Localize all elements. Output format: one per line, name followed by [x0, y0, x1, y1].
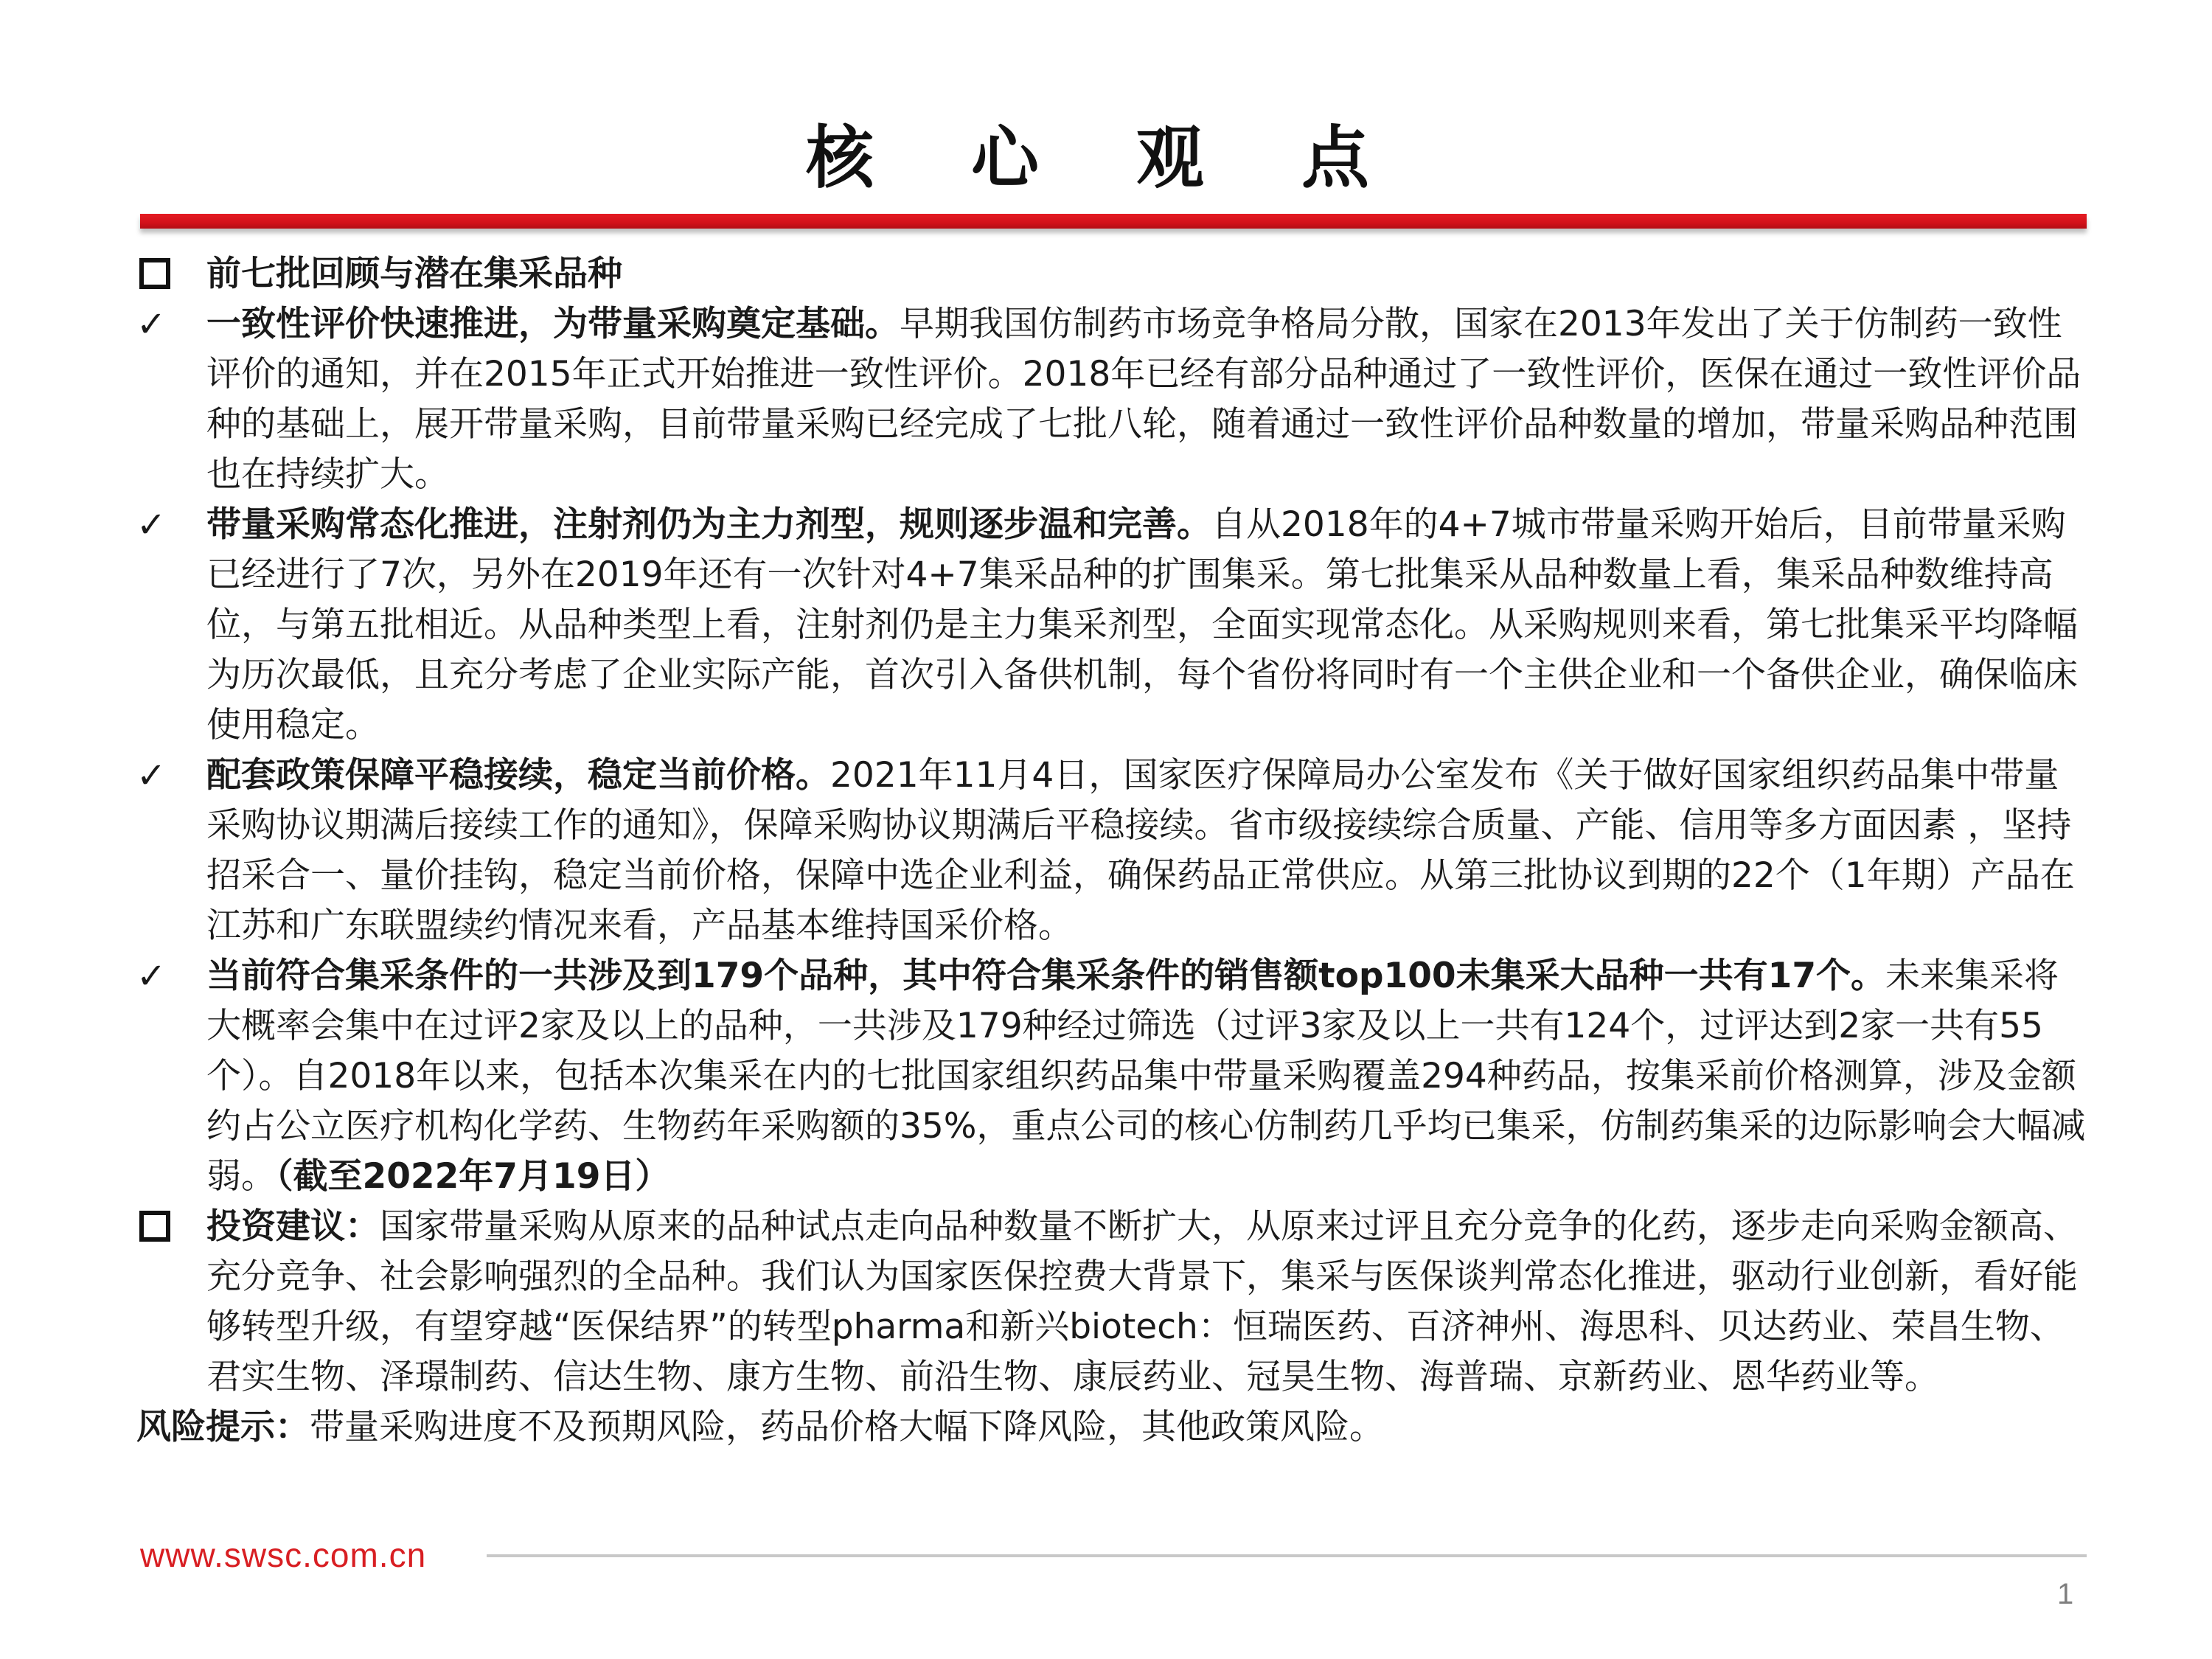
risk-body: 带量采购进度不及预期风险，药品价格大幅下降风险，其他政策风险。 [310, 1407, 1384, 1447]
point-date-note: （截至2022年7月19日） [276, 1156, 670, 1197]
hollow-square-bullet-icon [136, 249, 188, 299]
point-lead: 配套政策保障平稳接续，稳定当前价格。 [206, 755, 830, 796]
point-lead: 当前符合集采条件的一共涉及到179个品种，其中符合集采条件的销售额top100未集采大品种一共有17个。 [206, 956, 1886, 996]
hollow-square-bullet-icon [136, 1202, 188, 1252]
point-body: 自从2018年的4+7城市带量采购开始后，目前带量采购已经进行了7次，另外在2019年还有一次针对4+7集采品种的扩围集采。第七批集采从品种数量上看，集采品种数维持高位，与第五批相近。从品种类型上看，注射剂仍是主力集采剂型，全面实现常态化。从采购规则来看，第七批集采平均降幅为历次最低，且充分考虑了企业实际产能，首次引入备供机制，每个省份将同时有一个主供企业和一个备供企业，确保临床使用稳定。 [206, 504, 2078, 745]
point-item [136, 500, 2090, 751]
page-number: 1 [2057, 1578, 2074, 1610]
title-divider-bar [140, 214, 2087, 229]
investment-advice-item [136, 1202, 2090, 1402]
check-mark-icon: ✓ [136, 504, 167, 546]
main-content [136, 249, 2090, 1453]
point-item [136, 751, 2090, 951]
point-body: 未来集采将大概率会集中在过评2家及以上的品种，一共涉及179种经过筛选（过评3家及以上一共有124个，过评达到2家一共有55个）。自2018年以来，包括本次集采在内的七批国家组织药品集中带量采购覆盖294种药品，按集采前价格测算，涉及金额约占公立医疗机构化学药、生物药年采购额的35%，重点公司的核心仿制药几乎均已集采，仿制药集采的边际影响会大幅减弱。 [206, 956, 2086, 1197]
investment-advice-lead: 投资建议： [206, 1206, 380, 1247]
point-body: 2021年11月4日，国家医疗保障局办公室发布《关于做好国家组织药品集中带量采购协议期满后接续工作的通知》，保障采购协议期满后平稳接续。省市级接续综合质量、产能、信用等多方面因素 ，坚持招采合一、量价挂钩，稳定当前价格，保障中选企业利益，确保药品正常供应。从第三批协议到期的22个（1年期）产品在江苏和广东联盟续约情况来看，产品基本维持国采价格。 [206, 755, 2075, 946]
page-title: 核 心 观 点 [805, 119, 1407, 198]
investment-advice-body: 国家带量采购从原来的品种试点走向品种数量不断扩大，从原来过评且充分竞争的化药，逐步走向采购金额高、充分竞争、社会影响强烈的全品种。我们认为国家医保控费大背景下，集采与医保谈判常态化推进，驱动行业创新，看好能够转型升级，有望穿越“医保结界”的转型pharma和新兴biotech：恒瑞医药、百济神州、海思科、贝达药业、荣昌生物、君实生物、泽璟制药、信达生物、康方生物、前沿生物、康辰药业、冠昊生物、海普瑞、京新药业、恩华药业等。 [206, 1206, 2078, 1397]
footer-divider [487, 1554, 2087, 1557]
risk-warning [136, 1402, 2090, 1453]
risk-lead: 风险提示： [136, 1407, 310, 1447]
check-mark-icon: ✓ [136, 304, 167, 345]
section-heading-item [136, 249, 2090, 299]
section-heading: 前七批回顾与潜在集采品种 [206, 254, 622, 294]
point-body: 早期我国仿制药市场竞争格局分散，国家在2013年发出了关于仿制药一致性评价的通知，并在2015年正式开始推进一致性评价。2018年已经有部分品种通过了一致性评价，医保在通过一致性评价品种的基础上，展开带量采购，目前带量采购已经完成了七批八轮，随着通过一致性评价品种数量的增加，带量采购品种范围也在持续扩大。 [206, 304, 2081, 495]
point-lead: 一致性评价快速推进，为带量采购奠定基础。 [206, 304, 900, 344]
check-mark-icon: ✓ [136, 956, 167, 997]
point-lead: 带量采购常态化推进，注射剂仍为主力剂型，规则逐步温和完善。 [206, 504, 1211, 545]
point-item [136, 951, 2090, 1202]
footer-website-link[interactable]: www.swsc.com.cn [140, 1536, 427, 1574]
point-item [136, 299, 2090, 500]
check-mark-icon: ✓ [136, 755, 167, 796]
